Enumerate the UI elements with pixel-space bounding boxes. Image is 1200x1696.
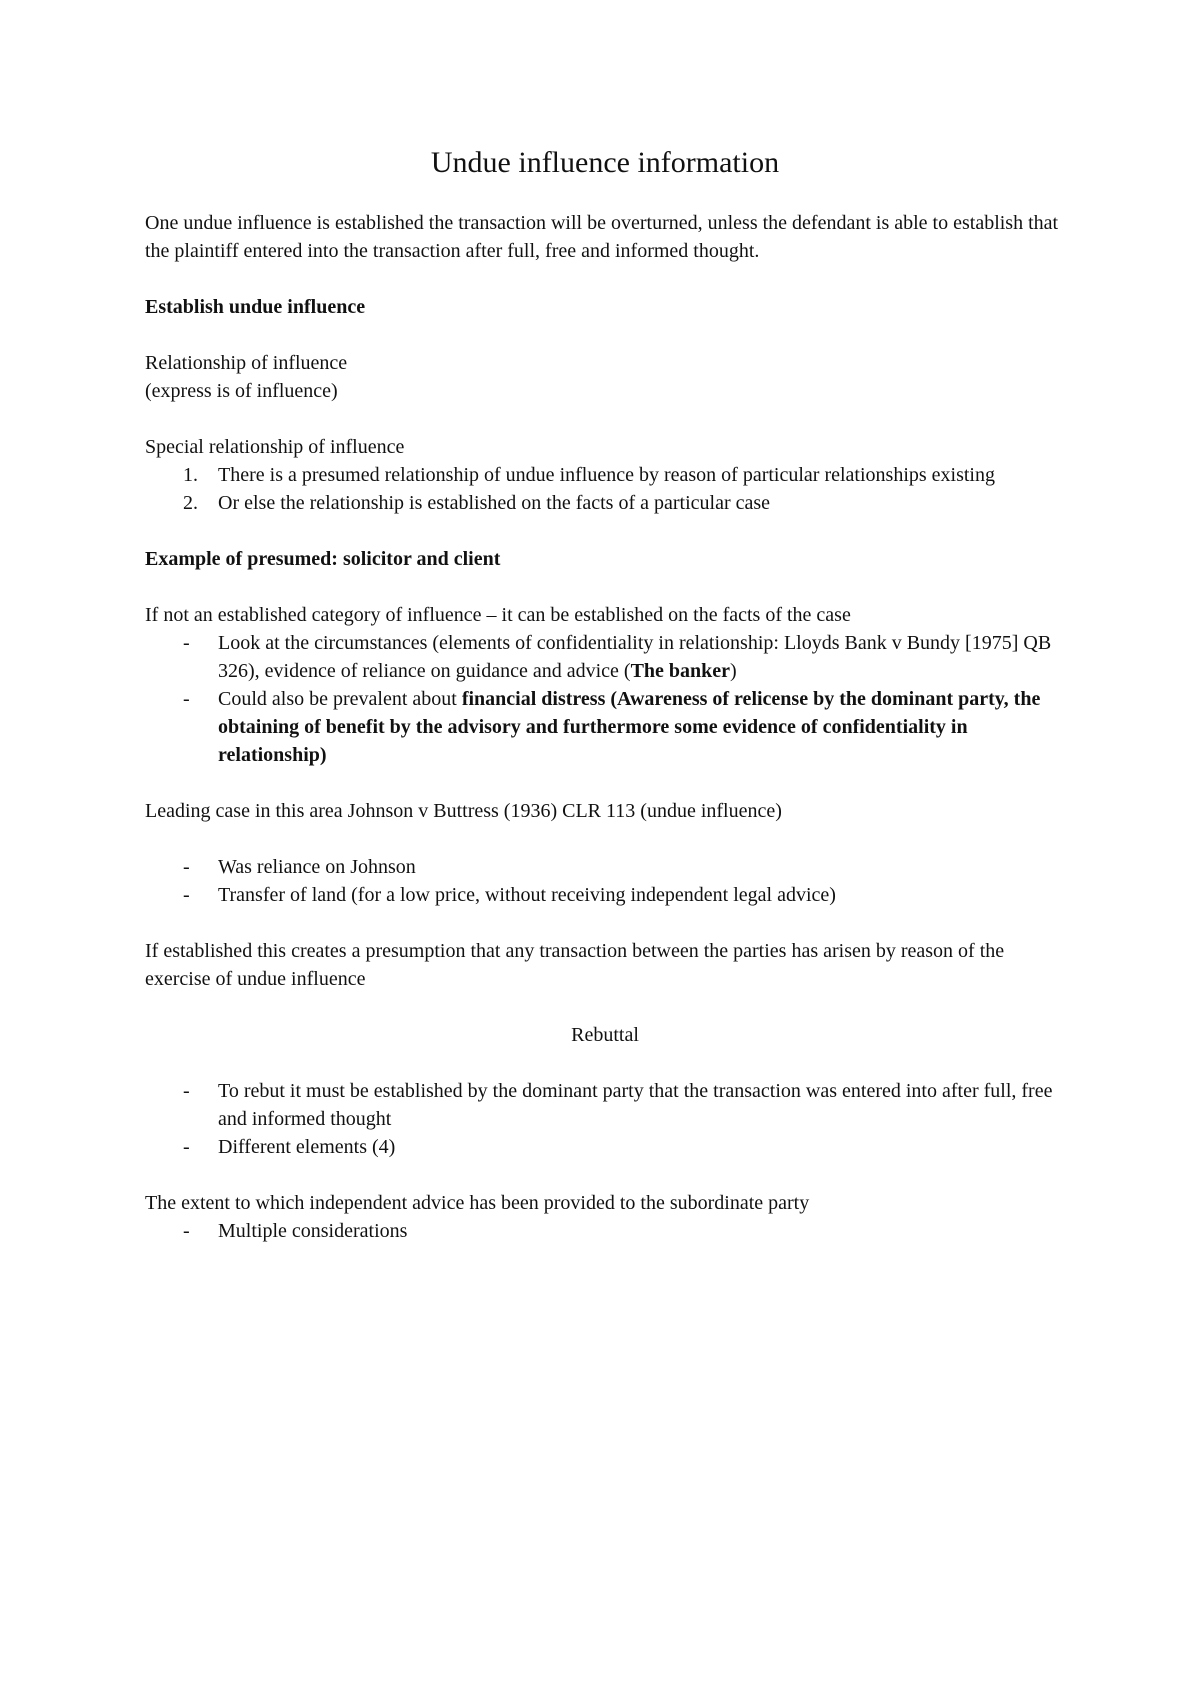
dash-marker: - bbox=[183, 1080, 190, 1102]
list-item bbox=[145, 881, 1065, 909]
list-item-text: Multiple considerations bbox=[218, 1220, 408, 1242]
list-item-text: There is a presumed relationship of undue influence by reason of particular relationships existing bbox=[218, 464, 995, 486]
list-item bbox=[145, 489, 1065, 517]
list-item bbox=[145, 461, 1065, 489]
list-item bbox=[145, 1077, 1065, 1133]
list-item bbox=[145, 853, 1065, 881]
list-item-bold-text: The banker bbox=[630, 660, 731, 682]
dash-marker: - bbox=[183, 856, 190, 878]
list-item-text: Or else the relationship is established on the facts of a particular case bbox=[218, 492, 771, 514]
dash-marker: - bbox=[183, 884, 190, 906]
presumption-paragraph: If established this creates a presumption that any transaction between the parties has arisen by reason of the exercise of undue influence bbox=[145, 940, 1005, 990]
list-item-text: Transfer of land (for a low price, without receiving independent legal advice) bbox=[218, 884, 836, 906]
dash-marker: - bbox=[183, 1136, 190, 1158]
dash-list bbox=[145, 1077, 1065, 1161]
dash-list bbox=[145, 1217, 1065, 1245]
list-item-text: Different elements (4) bbox=[218, 1136, 396, 1158]
list-marker: 1. bbox=[183, 464, 198, 486]
list-item bbox=[145, 1217, 1065, 1245]
relationship-note: (express is of influence) bbox=[145, 380, 338, 402]
list-item-text: To rebut it must be established by the dominant party that the transaction was entered into after full, free and informed thought bbox=[218, 1080, 1053, 1130]
section-heading-example: Example of presumed: solicitor and client bbox=[145, 548, 501, 570]
dash-list bbox=[145, 853, 1065, 909]
special-relationship-heading: Special relationship of influence bbox=[145, 436, 405, 458]
dash-list bbox=[145, 629, 1065, 769]
list-item-text: Look at the circumstances (elements of confidentiality in relationship: Lloyds Bank v Bundy [1975] QB 326), evidence of reliance on guidance and advice ( bbox=[218, 632, 1052, 682]
dash-marker: - bbox=[183, 632, 190, 654]
dash-marker: - bbox=[183, 688, 190, 710]
numbered-list bbox=[145, 461, 1065, 517]
list-item bbox=[145, 629, 1065, 685]
list-item-text: Was reliance on Johnson bbox=[218, 856, 416, 878]
leading-case-line: Leading case in this area Johnson v Buttress (1936) CLR 113 (undue influence) bbox=[145, 800, 782, 822]
independent-advice-lead: The extent to which independent advice has been provided to the subordinate party bbox=[145, 1192, 810, 1214]
page-title: Undue influence information bbox=[430, 146, 780, 179]
document-body bbox=[145, 143, 1065, 1245]
list-item-text-end: ) bbox=[730, 660, 737, 682]
rebuttal-heading: Rebuttal bbox=[571, 1024, 639, 1046]
dash-marker: - bbox=[183, 1220, 190, 1242]
established-category-lead: If not an established category of influence – it can be established on the facts of the case bbox=[145, 604, 851, 626]
list-item bbox=[145, 1133, 1065, 1161]
list-item-bold-text: financial distress (Awareness of relicense by the dominant party, the obtaining of benefit by the advisory and furthermore some evidence of confidentiality in relationship) bbox=[218, 688, 1041, 766]
section-heading-establish: Establish undue influence bbox=[145, 296, 366, 318]
list-item bbox=[145, 685, 1065, 769]
list-marker: 2. bbox=[183, 492, 198, 514]
intro-paragraph: One undue influence is established the transaction will be overturned, unless the defendant is able to establish that the plaintiff entered into the transaction after full, free and informed thought. bbox=[145, 212, 1059, 262]
relationship-line: Relationship of influence bbox=[145, 352, 348, 374]
list-item-text: Could also be prevalent about bbox=[218, 688, 462, 710]
